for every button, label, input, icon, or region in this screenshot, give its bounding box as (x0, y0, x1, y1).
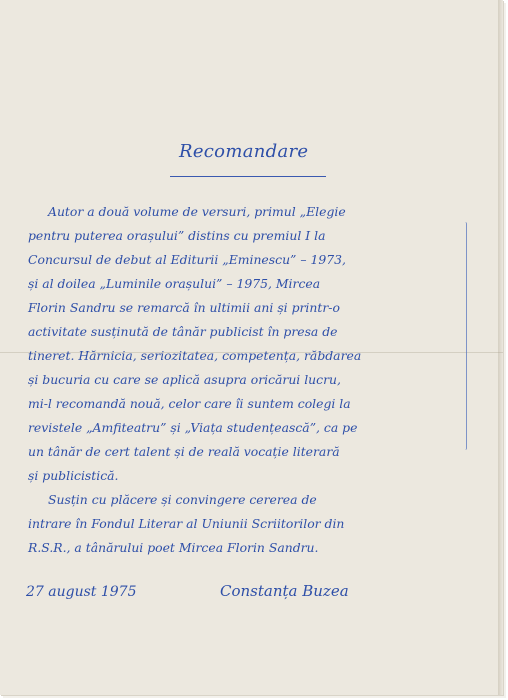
title-underline (170, 176, 326, 177)
author-signature: Constanța Buzea (220, 582, 349, 600)
body-line-3: Concursul de debut al Editurii „Eminescu” – 1973, (28, 252, 346, 267)
body-line-1: Autor a două volume de versuri, primul „Elegie (48, 204, 346, 219)
letter-date: 27 august 1975 (26, 584, 137, 600)
body-line-12: și publicistică. (28, 468, 119, 483)
body-line-6: activitate susținută de tânăr publicist în presa de (28, 324, 338, 339)
body-line-11: un tânăr de cert talent și de reală vocație literară (28, 444, 340, 459)
body-line-4: și al doilea „Luminile orașului” – 1975, Mircea (28, 276, 321, 291)
body-line-7: tineret. Hărnicia, seriozitatea, competența, răbdarea (28, 348, 362, 363)
body-line-10: revistele „Amfiteatru” și „Viața studențească”, ca pe (28, 420, 358, 435)
document-title: Recomandare (179, 141, 309, 162)
body-line-13: Susțin cu plăcere și convingere cererea de (48, 492, 317, 507)
margin-bracket-mark (463, 222, 467, 450)
body-line-8: și bucuria cu care se aplică asupra oricărui lucru, (28, 372, 341, 387)
body-line-15: R.S.R., a tânărului poet Mircea Florin Sandru. (28, 540, 319, 555)
page-edge-shadow (498, 0, 503, 695)
body-line-14: intrare în Fondul Literar al Uniunii Scriitorilor din (28, 516, 345, 531)
body-line-9: mi-l recomandă nouă, celor care îi suntem colegi la (28, 396, 351, 411)
body-line-5: Florin Sandru se remarcă în ultimii ani și printr-o (28, 300, 340, 315)
body-line-2: pentru puterea orașului” distins cu premiul I la (28, 228, 326, 243)
